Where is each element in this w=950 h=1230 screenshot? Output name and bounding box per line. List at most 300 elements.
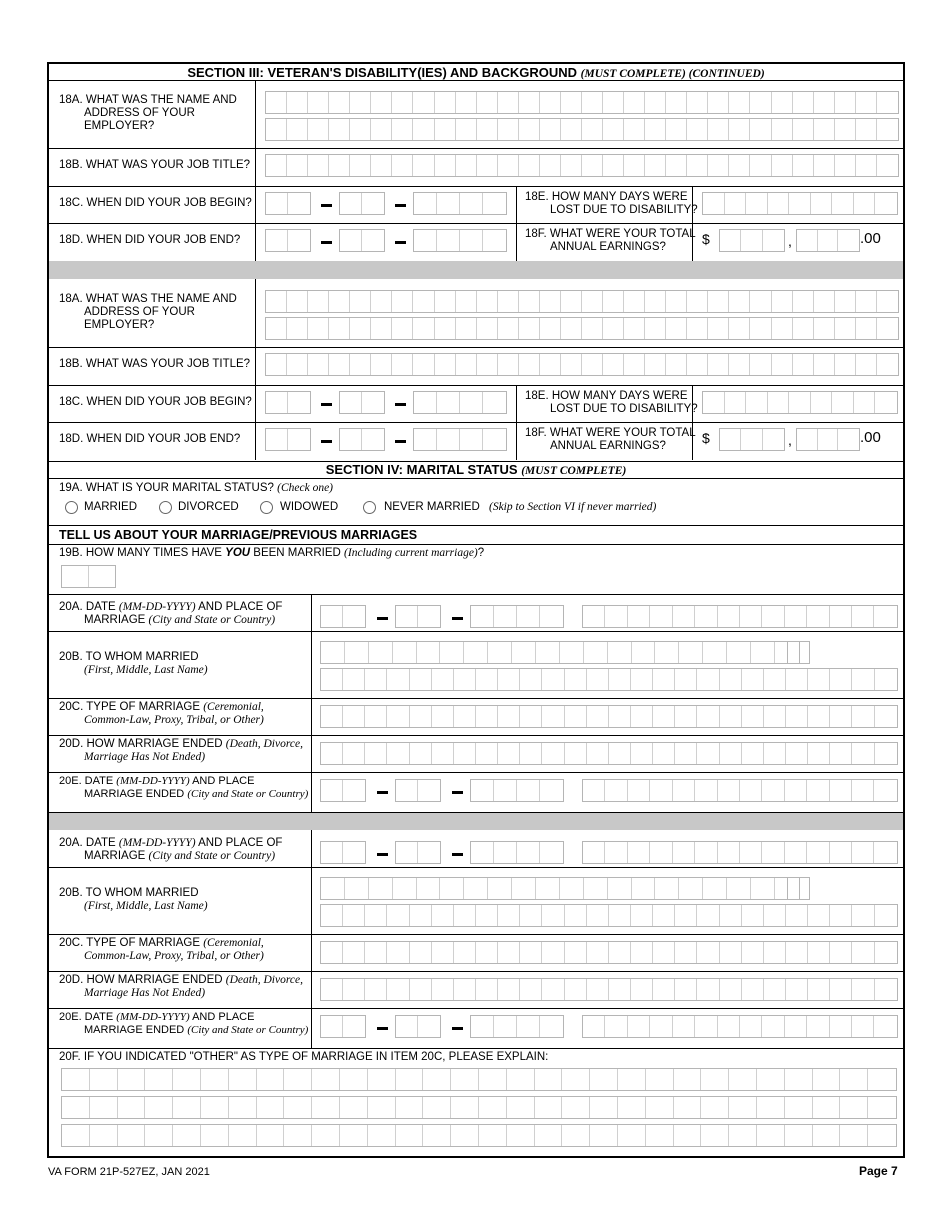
character-cell: [666, 354, 687, 375]
character-cell: [764, 942, 786, 963]
character-cell: [605, 606, 627, 627]
times-married-input[interactable]: [61, 565, 116, 588]
character-cell: [687, 119, 708, 140]
character-cell: [414, 392, 437, 413]
character-cell: [483, 392, 506, 413]
begin-day-input[interactable]: [339, 192, 385, 215]
character-cell: [605, 1016, 627, 1037]
earnings-thousands-input[interactable]: [719, 428, 785, 451]
explain-line-2[interactable]: [61, 1096, 897, 1119]
character-cell: [90, 1125, 118, 1146]
character-cell: [456, 354, 477, 375]
character-cell: [813, 1097, 841, 1118]
character-cell: [877, 354, 898, 375]
character-cell: [741, 429, 762, 450]
character-cell: [874, 842, 896, 863]
character-cell: [631, 942, 653, 963]
character-cell: [321, 979, 343, 1000]
character-cell: [540, 842, 563, 863]
character-cell: [562, 1125, 590, 1146]
ended-place-input[interactable]: [582, 1015, 898, 1038]
q19a-label: 19A. WHAT IS YOUR MARITAL STATUS? (Check one): [59, 482, 334, 494]
character-cell: [718, 780, 740, 801]
marriage-place-input[interactable]: [582, 841, 898, 864]
begin-month-input[interactable]: [265, 391, 311, 414]
character-cell: [417, 642, 441, 663]
character-cell: [454, 743, 476, 764]
character-cell: [720, 905, 742, 926]
character-cell: [488, 642, 512, 663]
radio-widowed[interactable]: [260, 501, 273, 514]
marriage-day-input[interactable]: [395, 841, 441, 864]
character-cell: [413, 92, 434, 113]
q18e-label: 18E. HOW MANY DAYS WERE LOST DUE TO DISABILITY?: [525, 390, 698, 415]
character-cell: [340, 1097, 368, 1118]
character-cell: [483, 230, 506, 251]
character-cell: [435, 318, 456, 339]
character-cell: [561, 291, 582, 312]
character-cell: [371, 92, 392, 113]
character-cell: [498, 92, 519, 113]
character-cell: [418, 842, 440, 863]
character-cell: [410, 743, 432, 764]
character-cell: [695, 1016, 717, 1037]
character-cell: [856, 291, 877, 312]
character-cell: [631, 979, 653, 1000]
character-cell: [350, 354, 371, 375]
character-cell: [432, 743, 454, 764]
character-cell: [456, 119, 477, 140]
marriage-place-input[interactable]: [582, 605, 898, 628]
q19b-label: 19B. HOW MANY TIMES HAVE YOU BEEN MARRIED (Including current marriage)?: [59, 547, 485, 559]
skip-note: (Skip to Section VI if never married): [489, 501, 657, 513]
character-cell: [856, 354, 877, 375]
character-cell: [835, 92, 856, 113]
character-cell: [479, 1125, 507, 1146]
character-cell: [340, 193, 362, 214]
character-cell: [830, 1016, 852, 1037]
earnings-thousands-input[interactable]: [719, 229, 785, 252]
character-cell: [830, 706, 852, 727]
character-cell: [520, 905, 542, 926]
character-cell: [835, 291, 856, 312]
earnings-hundreds-input[interactable]: [796, 229, 860, 252]
character-cell: [287, 119, 308, 140]
character-cell: [343, 669, 365, 690]
radio-married[interactable]: [65, 501, 78, 514]
character-cell: [674, 1069, 702, 1090]
employer-address-input[interactable]: [265, 317, 899, 340]
character-cell: [418, 1016, 440, 1037]
character-cell: [697, 706, 719, 727]
character-cell: [808, 669, 830, 690]
character-cell: [396, 606, 418, 627]
character-cell: [603, 155, 624, 176]
character-cell: [498, 905, 520, 926]
how-ended-input[interactable]: [320, 742, 898, 765]
character-cell: [561, 119, 582, 140]
character-cell: [582, 119, 603, 140]
character-cell: [173, 1069, 201, 1090]
character-cell: [750, 318, 771, 339]
spouse-first-name-input[interactable]: [320, 641, 800, 664]
character-cell: [814, 291, 835, 312]
begin-month-input[interactable]: [265, 192, 311, 215]
ended-year-input[interactable]: [470, 779, 564, 802]
q20e-label: 20E. DATE (MM-DD-YYYY) AND PLACE MARRIAGE ENDED (City and State or Country): [59, 1011, 309, 1036]
character-cell: [750, 155, 771, 176]
character-cell: [854, 193, 876, 214]
character-cell: [807, 842, 829, 863]
end-day-input[interactable]: [339, 428, 385, 451]
character-cell: [650, 1016, 672, 1037]
character-cell: [808, 979, 830, 1000]
character-cell: [840, 1069, 868, 1090]
character-cell: [435, 119, 456, 140]
spouse-last-name-input[interactable]: [320, 668, 898, 691]
character-cell: [814, 92, 835, 113]
section-divider: [49, 813, 903, 830]
end-year-input[interactable]: [413, 428, 507, 451]
character-cell: [785, 606, 807, 627]
character-cell: [718, 1016, 740, 1037]
character-cell: [477, 155, 498, 176]
character-cell: [832, 193, 854, 214]
character-cell: [432, 905, 454, 926]
character-cell: [540, 1016, 563, 1037]
character-cell: [587, 942, 609, 963]
character-cell: [603, 354, 624, 375]
character-cell: [768, 392, 790, 413]
explain-line-3[interactable]: [61, 1124, 897, 1147]
character-cell: [740, 842, 762, 863]
dollar-sign: $: [702, 430, 710, 446]
character-cell: [410, 979, 432, 1000]
character-cell: [587, 743, 609, 764]
character-cell: [785, 842, 807, 863]
end-day-input[interactable]: [339, 229, 385, 252]
employer-address-input[interactable]: [265, 118, 899, 141]
end-year-input[interactable]: [413, 229, 507, 252]
ended-day-input[interactable]: [395, 779, 441, 802]
character-cell: [608, 642, 632, 663]
character-cell: [793, 291, 814, 312]
end-month-input[interactable]: [265, 428, 311, 451]
character-cell: [764, 979, 786, 1000]
marriage-year-input[interactable]: [470, 841, 564, 864]
character-cell: [645, 291, 666, 312]
q20a-label: 20A. DATE (MM-DD-YYYY) AND PLACE OF MARRIAGE (City and State or Country): [59, 601, 283, 626]
character-cell: [583, 842, 605, 863]
begin-year-input[interactable]: [413, 391, 507, 414]
character-cell: [413, 119, 434, 140]
form-number: VA FORM 21P-527EZ, JAN 2021: [48, 1166, 210, 1178]
character-cell: [498, 669, 520, 690]
character-cell: [852, 842, 874, 863]
character-cell: [387, 743, 409, 764]
character-cell: [494, 1016, 517, 1037]
character-cell: [410, 942, 432, 963]
character-cell: [793, 318, 814, 339]
marriage-month-input[interactable]: [320, 841, 366, 864]
character-cell: [645, 92, 666, 113]
character-cell: [729, 119, 750, 140]
character-cell: [750, 354, 771, 375]
character-cell: [329, 119, 350, 140]
character-cell: [266, 155, 287, 176]
character-cell: [609, 706, 631, 727]
character-cell: [720, 743, 742, 764]
character-cell: [645, 318, 666, 339]
q18e-label: 18E. HOW MANY DAYS WERE LOST DUE TO DISABILITY?: [525, 191, 698, 216]
radio-divorced[interactable]: [159, 501, 172, 514]
character-cell: [840, 1125, 868, 1146]
character-cell: [540, 780, 563, 801]
how-ended-input[interactable]: [320, 978, 898, 1001]
character-cell: [772, 155, 793, 176]
comma: ,: [788, 432, 792, 448]
marriage-month-input[interactable]: [320, 605, 366, 628]
character-cell: [603, 318, 624, 339]
character-cell: [875, 193, 897, 214]
character-cell: [797, 429, 818, 450]
character-cell: [288, 392, 310, 413]
character-cell: [371, 119, 392, 140]
character-cell: [814, 318, 835, 339]
ended-month-input[interactable]: [320, 779, 366, 802]
character-cell: [720, 230, 741, 251]
character-cell: [540, 606, 563, 627]
character-cell: [321, 1016, 343, 1037]
character-cell: [718, 606, 740, 627]
character-cell: [329, 155, 350, 176]
character-cell: [266, 230, 288, 251]
character-cell: [789, 193, 811, 214]
character-cell: [343, 606, 365, 627]
character-cell: [877, 119, 898, 140]
character-cell: [764, 706, 786, 727]
character-cell: [646, 1125, 674, 1146]
job-title-input[interactable]: [265, 353, 899, 376]
character-cell: [835, 318, 856, 339]
character-cell: [789, 392, 811, 413]
character-cell: [396, 842, 418, 863]
character-cell: [687, 354, 708, 375]
character-cell: [852, 1016, 874, 1037]
ended-year-input[interactable]: [470, 1015, 564, 1038]
character-cell: [729, 92, 750, 113]
character-cell: [772, 119, 793, 140]
begin-day-input[interactable]: [339, 391, 385, 414]
character-cell: [365, 905, 387, 926]
character-cell: [703, 392, 725, 413]
character-cell: [483, 429, 506, 450]
character-cell: [201, 1069, 229, 1090]
explain-line-1[interactable]: [61, 1068, 897, 1091]
character-cell: [814, 354, 835, 375]
character-cell: [454, 669, 476, 690]
character-cell: [830, 842, 852, 863]
character-cell: [628, 606, 650, 627]
character-cell: [392, 92, 413, 113]
character-cell: [729, 354, 750, 375]
marriage-type-input[interactable]: [320, 941, 898, 964]
character-cell: [387, 706, 409, 727]
character-cell: [875, 979, 897, 1000]
spouse-middle-initial-input[interactable]: [787, 641, 810, 664]
character-cell: [720, 669, 742, 690]
character-cell: [675, 979, 697, 1000]
character-cell: [266, 354, 287, 375]
character-cell: [229, 1069, 257, 1090]
character-cell: [727, 878, 751, 899]
character-cell: [340, 392, 362, 413]
character-cell: [653, 979, 675, 1000]
q20b-label: 20B. TO WHOM MARRIED (First, Middle, Last Name): [59, 651, 208, 676]
character-cell: [410, 706, 432, 727]
ended-place-input[interactable]: [582, 779, 898, 802]
character-cell: [287, 291, 308, 312]
spouse-last-name-input[interactable]: [320, 904, 898, 927]
character-cell: [590, 1125, 618, 1146]
character-cell: [535, 1097, 563, 1118]
character-cell: [423, 1125, 451, 1146]
character-cell: [666, 119, 687, 140]
begin-year-input[interactable]: [413, 192, 507, 215]
character-cell: [631, 706, 653, 727]
character-cell: [797, 230, 818, 251]
employer-block-1: [49, 80, 903, 261]
character-cell: [498, 119, 519, 140]
character-cell: [288, 230, 310, 251]
character-cell: [813, 1069, 841, 1090]
character-cell: [675, 706, 697, 727]
character-cell: [830, 979, 852, 1000]
character-cell: [329, 318, 350, 339]
character-cell: [520, 669, 542, 690]
spouse-middle-initial-input[interactable]: [787, 877, 810, 900]
character-cell: [618, 1097, 646, 1118]
character-cell: [645, 119, 666, 140]
character-cell: [413, 155, 434, 176]
days-lost-input[interactable]: [702, 391, 898, 414]
character-cell: [565, 979, 587, 1000]
character-cell: [369, 878, 393, 899]
character-cell: [877, 155, 898, 176]
character-cell: [536, 878, 560, 899]
character-cell: [807, 1016, 829, 1037]
q20c-label: 20C. TYPE OF MARRIAGE (Ceremonial, Common-Law, Proxy, Tribal, or Other): [59, 937, 264, 962]
character-cell: [785, 1016, 807, 1037]
character-cell: [410, 905, 432, 926]
character-cell: [498, 706, 520, 727]
character-cell: [764, 669, 786, 690]
character-cell: [830, 606, 852, 627]
character-cell: [807, 780, 829, 801]
character-cell: [628, 1016, 650, 1037]
character-cell: [875, 942, 897, 963]
marriage-year-input[interactable]: [470, 605, 564, 628]
character-cell: [729, 1097, 757, 1118]
form-frame: [47, 62, 905, 1158]
character-cell: [287, 92, 308, 113]
character-cell: [479, 1097, 507, 1118]
character-cell: [624, 119, 645, 140]
character-cell: [477, 119, 498, 140]
character-cell: [590, 1097, 618, 1118]
job-title-input[interactable]: [265, 154, 899, 177]
character-cell: [517, 1016, 540, 1037]
radio-never-married[interactable]: [363, 501, 376, 514]
character-cell: [350, 92, 371, 113]
character-cell: [454, 979, 476, 1000]
character-cell: [454, 942, 476, 963]
end-month-input[interactable]: [265, 229, 311, 252]
character-cell: [687, 291, 708, 312]
character-cell: [519, 92, 540, 113]
character-cell: [666, 92, 687, 113]
character-cell: [345, 642, 369, 663]
marriage-day-input[interactable]: [395, 605, 441, 628]
character-cell: [432, 669, 454, 690]
character-cell: [750, 92, 771, 113]
character-cell: [456, 155, 477, 176]
q18c-label: 18C. WHEN DID YOUR JOB BEGIN?: [59, 197, 252, 209]
character-cell: [464, 878, 488, 899]
character-cell: [476, 743, 498, 764]
ended-day-input[interactable]: [395, 1015, 441, 1038]
character-cell: [498, 291, 519, 312]
character-cell: [852, 942, 874, 963]
days-lost-input[interactable]: [702, 192, 898, 215]
earnings-hundreds-input[interactable]: [796, 428, 860, 451]
character-cell: [729, 1069, 757, 1090]
character-cell: [435, 155, 456, 176]
character-cell: [874, 780, 896, 801]
character-cell: [413, 354, 434, 375]
employer-name-input[interactable]: [265, 91, 899, 114]
option-divorced-label: DIVORCED: [178, 501, 239, 513]
character-cell: [631, 905, 653, 926]
character-cell: [729, 318, 750, 339]
character-cell: [321, 606, 343, 627]
character-cell: [519, 155, 540, 176]
employer-name-input[interactable]: [265, 290, 899, 313]
character-cell: [413, 291, 434, 312]
character-cell: [308, 155, 329, 176]
character-cell: [603, 92, 624, 113]
character-cell: [645, 155, 666, 176]
character-cell: [266, 193, 288, 214]
character-cell: [519, 291, 540, 312]
character-cell: [414, 193, 437, 214]
character-cell: [498, 942, 520, 963]
character-cell: [414, 230, 437, 251]
character-cell: [393, 878, 417, 899]
character-cell: [145, 1125, 173, 1146]
ended-month-input[interactable]: [320, 1015, 366, 1038]
marriage-type-input[interactable]: [320, 705, 898, 728]
spouse-first-name-input[interactable]: [320, 877, 800, 900]
character-cell: [312, 1125, 340, 1146]
character-cell: [605, 780, 627, 801]
character-cell: [173, 1125, 201, 1146]
character-cell: [729, 1125, 757, 1146]
character-cell: [772, 92, 793, 113]
character-cell: [517, 780, 540, 801]
character-cell: [368, 1125, 396, 1146]
q18a-label: 18A. WHAT WAS THE NAME AND ADDRESS OF YOUR EMPLOYER?: [59, 94, 237, 132]
